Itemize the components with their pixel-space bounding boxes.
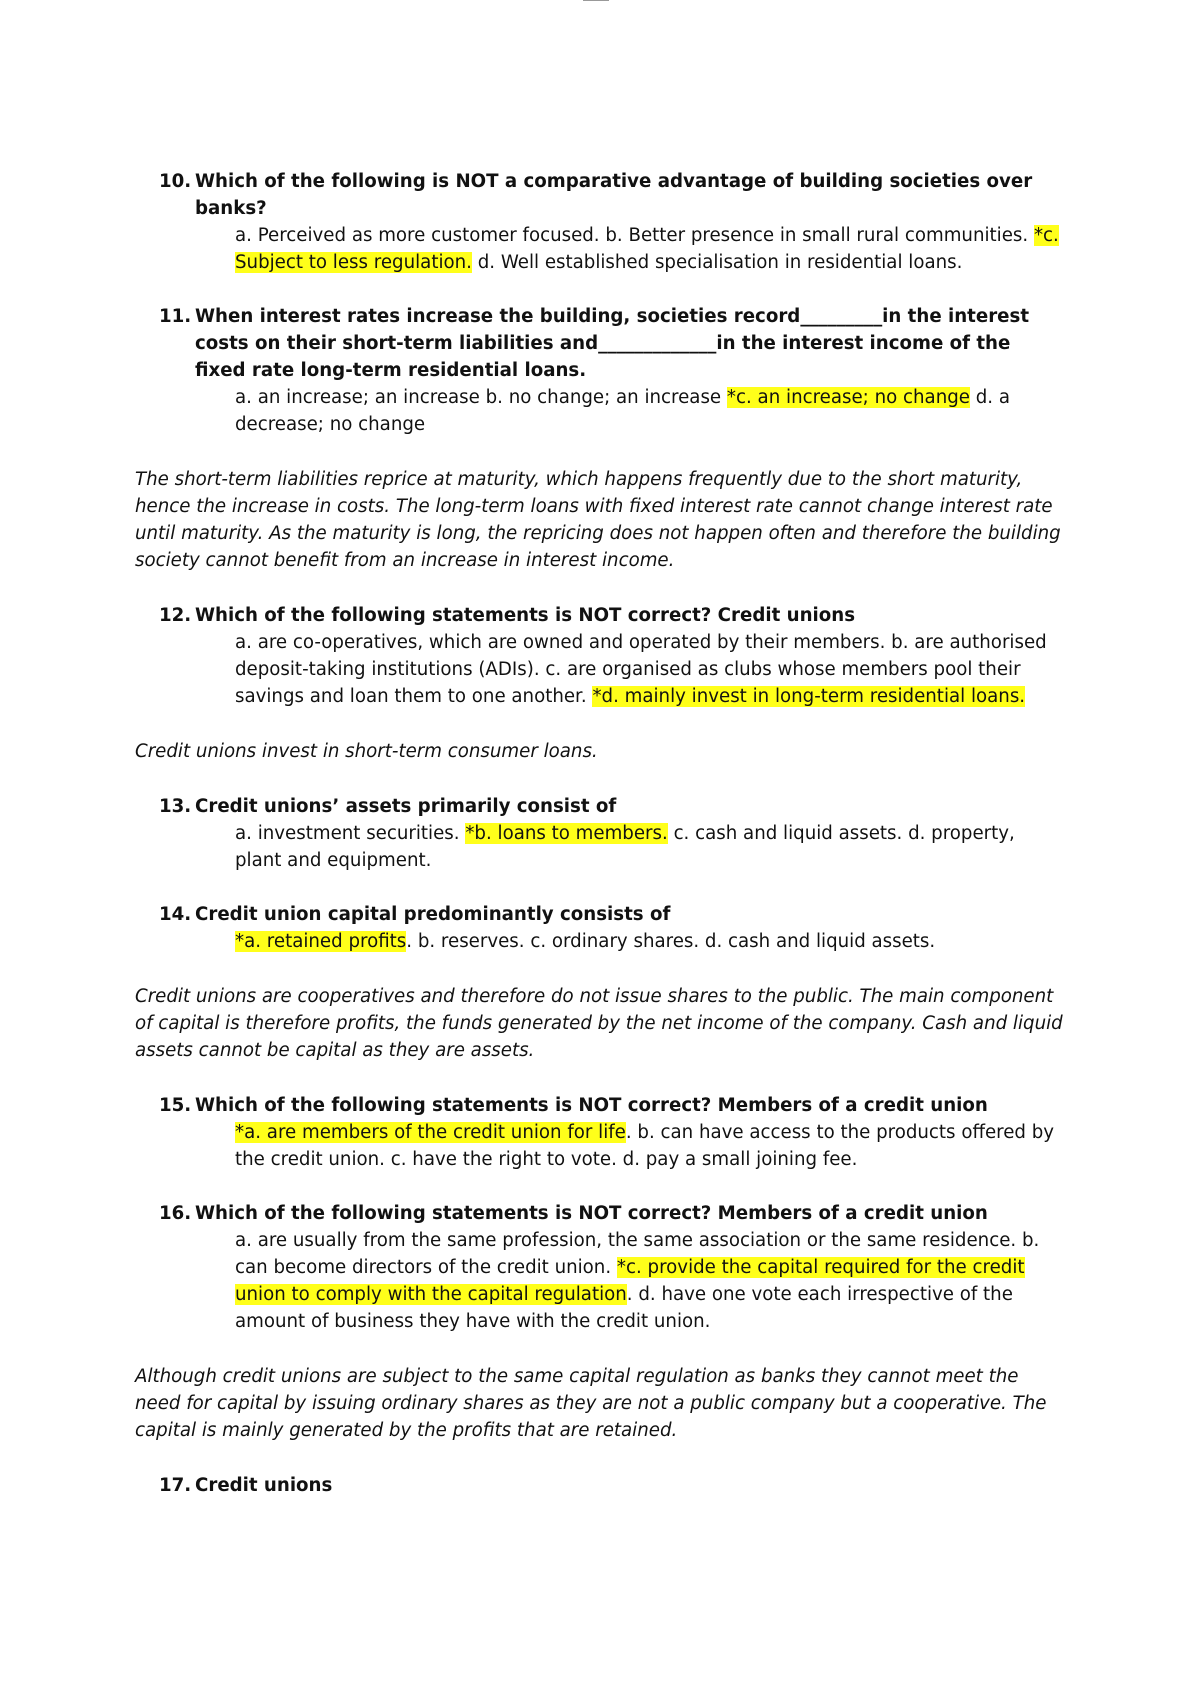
question-number: 14. [159, 904, 192, 925]
correct-answer-highlight: *a. retained profits [235, 931, 407, 952]
correct-answer-highlight: *c. Subject to less regulation. [235, 225, 1059, 273]
question-12 [145, 602, 1065, 710]
question-16 [145, 1200, 1065, 1335]
question-number: 17. [159, 1475, 192, 1496]
answer-options: a. are usually from the same profession, the same association or the same residence. b. can become directors of the credit union. *c. provide the capital required for the credit union to comply with the capital regulation. d. have one vote each irrespective of the amount of business they have with the credit union. [235, 1230, 1040, 1332]
explanation-paragraph: Credit unions invest in short-term consumer loans. [135, 741, 598, 762]
question-text: Credit unions [195, 1475, 333, 1496]
answer-options: *a. retained profits. b. reserves. c. ordinary shares. d. cash and liquid assets. [235, 931, 936, 952]
question-10 [145, 168, 1065, 276]
correct-answer-highlight: *b. loans to members. [465, 823, 668, 844]
question-13 [145, 793, 1065, 874]
question-number: 10. [159, 171, 192, 192]
answer-options: a. investment securities. *b. loans to members. c. cash and liquid assets. d. property, plant and equipment. [235, 823, 1015, 871]
question-text: Credit union capital predominantly consists of [195, 904, 671, 925]
answer-options: *a. are members of the credit union for life. b. can have access to the products offered by the credit union. c. have the right to vote. d. pay a small joining fee. [235, 1122, 1055, 1170]
correct-answer-highlight: *c. provide the capital required for the credit union to comply with the capital regulation [235, 1257, 1025, 1305]
question-text: Which of the following is NOT a comparative advantage of building societies over banks? [195, 171, 1033, 219]
correct-answer-highlight: *a. are members of the credit union for life [235, 1122, 626, 1143]
blank: _________ [800, 306, 883, 327]
correct-answer-highlight: *c. an increase; no change [726, 387, 970, 408]
question-14 [145, 901, 1065, 955]
answer-options: a. an increase; an increase b. no change; an increase *c. an increase; no change d. a decrease; no change [235, 387, 1010, 435]
question-text: Which of the following statements is NOT correct? Members of a credit union [195, 1203, 988, 1224]
question-15 [145, 1092, 1065, 1173]
question-text: Credit unions’ assets primarily consist of [195, 796, 617, 817]
blank: _____________ [598, 333, 717, 354]
question-number: 12. [159, 605, 192, 626]
question-number: 16. [159, 1203, 192, 1224]
question-number: 13. [159, 796, 192, 817]
answer-options: a. Perceived as more customer focused. b. Better presence in small rural communities. *c. Subject to less regulation. d. Well established specialisation in residential loans. [235, 225, 1059, 273]
page-header-mark [583, 0, 609, 3]
question-number: 15. [159, 1095, 192, 1116]
explanation-paragraph: Although credit unions are subject to the same capital regulation as banks they cannot meet the need for capital by issuing ordinary shares as they are not a public company but a cooperative. The capital is mainly generated by the profits that are retained. [135, 1366, 1047, 1441]
explanation-paragraph: Credit unions are cooperatives and therefore do not issue shares to the public. The main component of capital is therefore profits, the funds generated by the net income of the company. Cash and liquid assets cannot be capital as they are assets. [135, 986, 1063, 1061]
answer-options: a. are co-operatives, which are owned and operated by their members. b. are authorised deposit-taking institutions (ADIs). c. are organised as clubs whose members pool their savings and loan them to one another. *d. mainly invest in long-term residential loans. [235, 632, 1047, 707]
question-number: 11. [159, 306, 192, 327]
correct-answer-highlight: *d. mainly invest in long-term residential loans. [592, 686, 1026, 707]
question-text: When interest rates increase the building, societies record_________in the interest costs on their short-term liabilities and_____________in the interest income of the fixed rate long-term residential loans. [195, 306, 1030, 381]
question-text: Which of the following statements is NOT correct? Credit unions [195, 605, 856, 626]
question-11 [145, 303, 1065, 438]
document-body [135, 168, 1065, 1499]
explanation-paragraph: The short-term liabilities reprice at maturity, which happens frequently due to the short maturity, hence the increase in costs. The long-term loans with fixed interest rate cannot change interest rate until maturity. As the maturity is long, the repricing does not happen often and therefore the building society cannot benefit from an increase in interest income. [135, 469, 1061, 571]
question-17 [145, 1472, 1065, 1499]
question-text: Which of the following statements is NOT correct? Members of a credit union [195, 1095, 988, 1116]
